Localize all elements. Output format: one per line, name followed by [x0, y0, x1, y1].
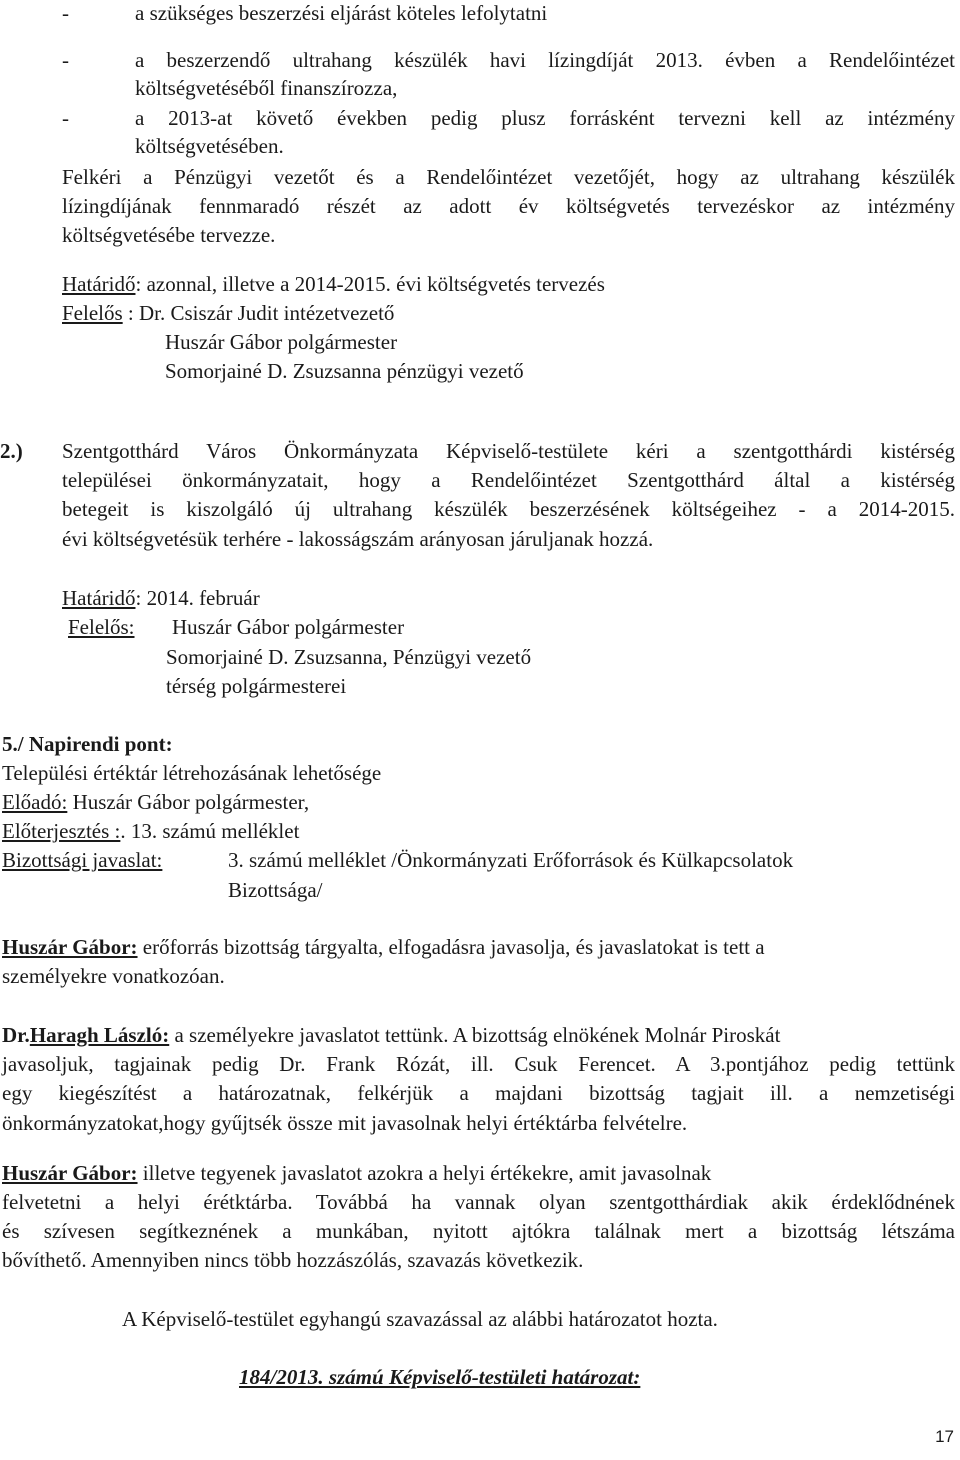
list-item-text: a beszerzendő ultrahang készülék havi lízingdíját 2013. évben a Rendelőintézet: [135, 48, 955, 72]
list-item-text: költségvetéséből finanszírozza,: [135, 76, 398, 100]
paragraph-line: Szentgotthárd Város Önkormányzata Képviselő-testülete kéri a szentgotthárdi kistérség: [62, 439, 955, 463]
paragraph-line: költségvetésébe tervezze.: [62, 223, 276, 247]
paragraph-line: betegeit is kiszolgáló új ultrahang készülék beszerzésének költségeihez - a 2014-2015.: [62, 497, 955, 521]
speech-line: és szívesen segítkeznének a munkában, nyitott ajtókra találnak mert a bizottság létszáma: [2, 1219, 955, 1243]
speech-line: Dr.Haragh László: a személyekre javaslatot tettünk. A bizottság elnökének Molnár Piroskát: [2, 1023, 781, 1047]
speech-line: javasoljuk, tagjainak pedig Dr. Frank Rózát, ill. Csuk Ferencet. A 3.pontjához pedig tettünk: [2, 1052, 955, 1076]
paragraph-line: lízingdíjának fennmaradó részét az adott év költségvetés tervezéskor az intézmény: [62, 194, 955, 218]
committee-text: 3. számú melléklet /Önkormányzati Erőforrások és Külkapcsolatok: [228, 848, 794, 872]
speech-line: bővíthető. Amennyiben nincs több hozzászólás, szavazás következik.: [2, 1248, 584, 1272]
responsible-line: Huszár Gábor polgármester: [165, 330, 398, 354]
speech-line: felvetetni a helyi érétktárba. Továbbá ha vannak olyan szentgotthárdiak akik érdeklődnének: [2, 1190, 955, 1214]
responsible-line: Somorjainé D. Zsuzsanna pénzügyi vezető: [165, 359, 524, 383]
speech-line: egy kiegészítést a határozatnak, felkérjük a majdani bizottság tagjait ill. a nemzetiségi: [2, 1081, 955, 1105]
agenda-title: 5./ Napirendi pont:: [2, 732, 173, 756]
speaker-name: Huszár Gábor:: [2, 1161, 138, 1185]
list-dash: -: [62, 106, 69, 130]
paragraph-line: Felkéri a Pénzügyi vezetőt és a Rendelőintézet vezetőjét, hogy az ultrahang készülék: [62, 165, 955, 189]
responsible-line: Felelős:: [68, 615, 135, 639]
speaker-name: Huszár Gábor:: [2, 935, 138, 959]
speech-line: személyekre vonatkozóan.: [2, 964, 225, 988]
list-dash: -: [62, 48, 69, 72]
deadline-line: Határidő: azonnal, illetve a 2014-2015. évi költségvetés tervezés: [62, 272, 605, 296]
deadline-line: Határidő: 2014. február: [62, 586, 260, 610]
speech-line: Huszár Gábor: erőforrás bizottság tárgyalta, elfogadásra javasolja, és javaslatokat is tett a: [2, 935, 765, 959]
responsible-line: Felelős : Dr. Csiszár Judit intézetvezető: [62, 301, 395, 325]
speech-line: Huszár Gábor: illetve tegyenek javaslatot azokra a helyi értékekre, amit javasolnak: [2, 1161, 712, 1185]
committee-text: Bizottsága/: [228, 878, 323, 902]
presenter-line: Előadó: Huszár Gábor polgármester,: [2, 790, 310, 814]
responsible-line: térség polgármesterei: [166, 674, 347, 698]
list-dash: -: [62, 1, 69, 25]
paragraph-line: települései önkormányzatait, hogy a Rendelőintézet Szentgotthárd által a kistérség: [62, 468, 955, 492]
speaker-name: Haragh László:: [29, 1023, 170, 1047]
committee-label: Bizottsági javaslat:: [2, 848, 163, 872]
list-item-text: költségvetésében.: [135, 134, 284, 158]
speech-line: önkormányzatokat,hogy gyűjtsék össze mit javasolnak helyi értéktárba felvételre.: [2, 1111, 688, 1135]
responsible-line: Somorjainé D. Zsuzsanna, Pénzügyi vezető: [166, 645, 532, 669]
paragraph-line: évi költségvetésük terhére - lakosságszám arányosan járuljanak hozzá.: [62, 527, 654, 551]
agenda-subject: Települési értéktár létrehozásának lehetősége: [2, 761, 382, 785]
speaker-name: Dr.: [2, 1023, 30, 1047]
responsible-line: Huszár Gábor polgármester: [172, 615, 405, 639]
page-number: 17: [935, 1427, 954, 1446]
list-item-text: a 2013-at követő években pedig plusz forrásként tervezni kell az intézmény: [135, 106, 955, 130]
resolution-title: 184/2013. számú Képviselő-testületi határozat:: [239, 1365, 641, 1389]
vote-statement: A Képviselő-testület egyhangú szavazással az alábbi határozatot hozta.: [122, 1307, 718, 1331]
proposal-line: Előterjesztés :. 13. számú melléklet: [2, 819, 300, 843]
item-number: 2.): [0, 439, 23, 463]
list-item-text: a szükséges beszerzési eljárást köteles lefolytatni: [135, 1, 548, 25]
